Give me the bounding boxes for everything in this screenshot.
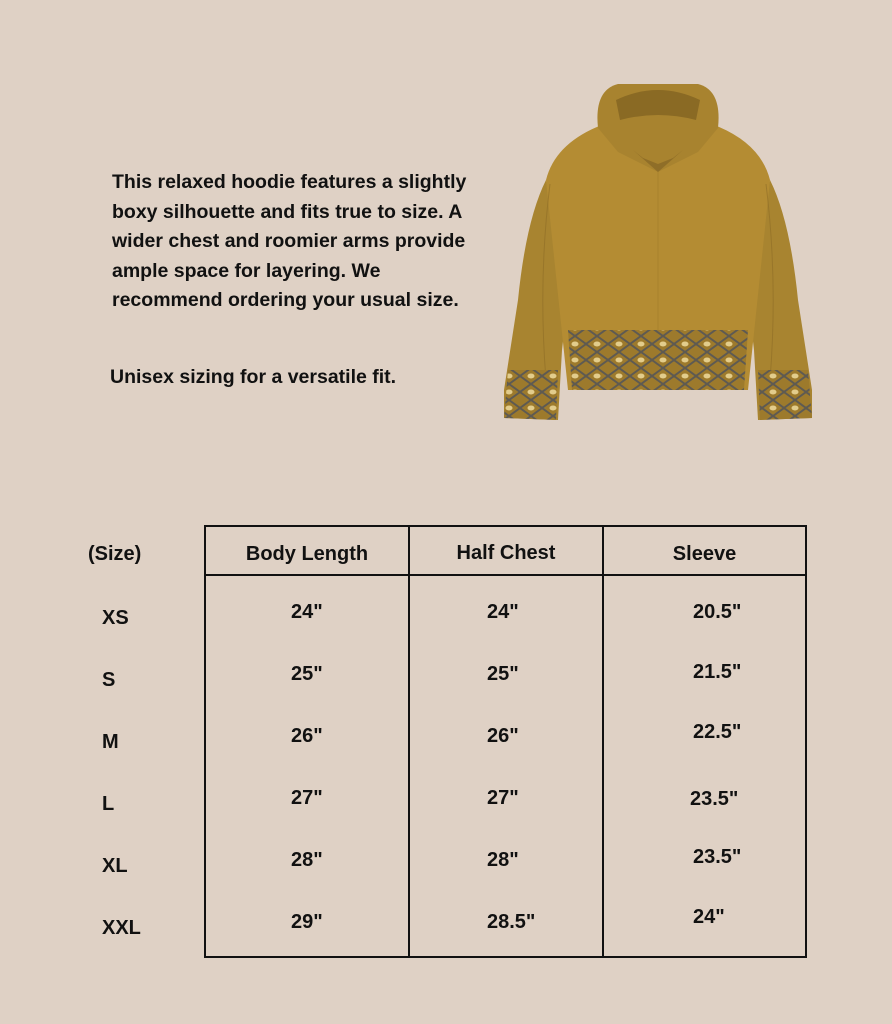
size-label-m: M [102, 731, 119, 753]
body-length-header: Body Length [245, 543, 369, 565]
hoodie-illustration [498, 80, 818, 425]
half-chest-l: 27" [487, 787, 519, 809]
sleeve-s: 21.5" [693, 661, 742, 683]
size-column-header: (Size) [88, 543, 142, 565]
size-label-l: L [102, 793, 115, 815]
body-length-m: 26" [291, 725, 323, 747]
sleeve-xl: 23.5" [693, 846, 742, 868]
body-length-xxl: 29" [291, 911, 323, 933]
size-label-xl: XL [102, 855, 128, 877]
sleeve-xxl: 24" [693, 906, 725, 928]
half-chest-m: 26" [487, 725, 519, 747]
sleeve-l: 23.5" [690, 788, 739, 810]
half-chest-xxl: 28.5" [487, 911, 536, 933]
body-length-xl: 28" [291, 849, 323, 871]
size-label-xxl: XXL [102, 917, 141, 939]
sleeve-header: Sleeve [672, 543, 737, 565]
size-label-s: S [102, 669, 116, 691]
half-chest-s: 25" [487, 663, 519, 685]
product-description: This relaxed hoodie features a slightly boxy silhouette and fits true to size. A wider chest and roomier arms provide ample space for layering. We recommend ordering your usual size. [112, 171, 467, 311]
size-label-xs: XS [102, 607, 129, 629]
sleeve-xs: 20.5" [693, 601, 742, 623]
unisex-note: Unisex sizing for a versatile fit. [110, 366, 397, 388]
sleeve-m: 22.5" [693, 721, 742, 743]
half-chest-xl: 28" [487, 849, 519, 871]
body-length-l: 27" [291, 787, 323, 809]
half-chest-xs: 24" [487, 601, 519, 623]
body-length-xs: 24" [291, 601, 323, 623]
half-chest-header: Half Chest [456, 542, 556, 564]
body-length-s: 25" [291, 663, 323, 685]
